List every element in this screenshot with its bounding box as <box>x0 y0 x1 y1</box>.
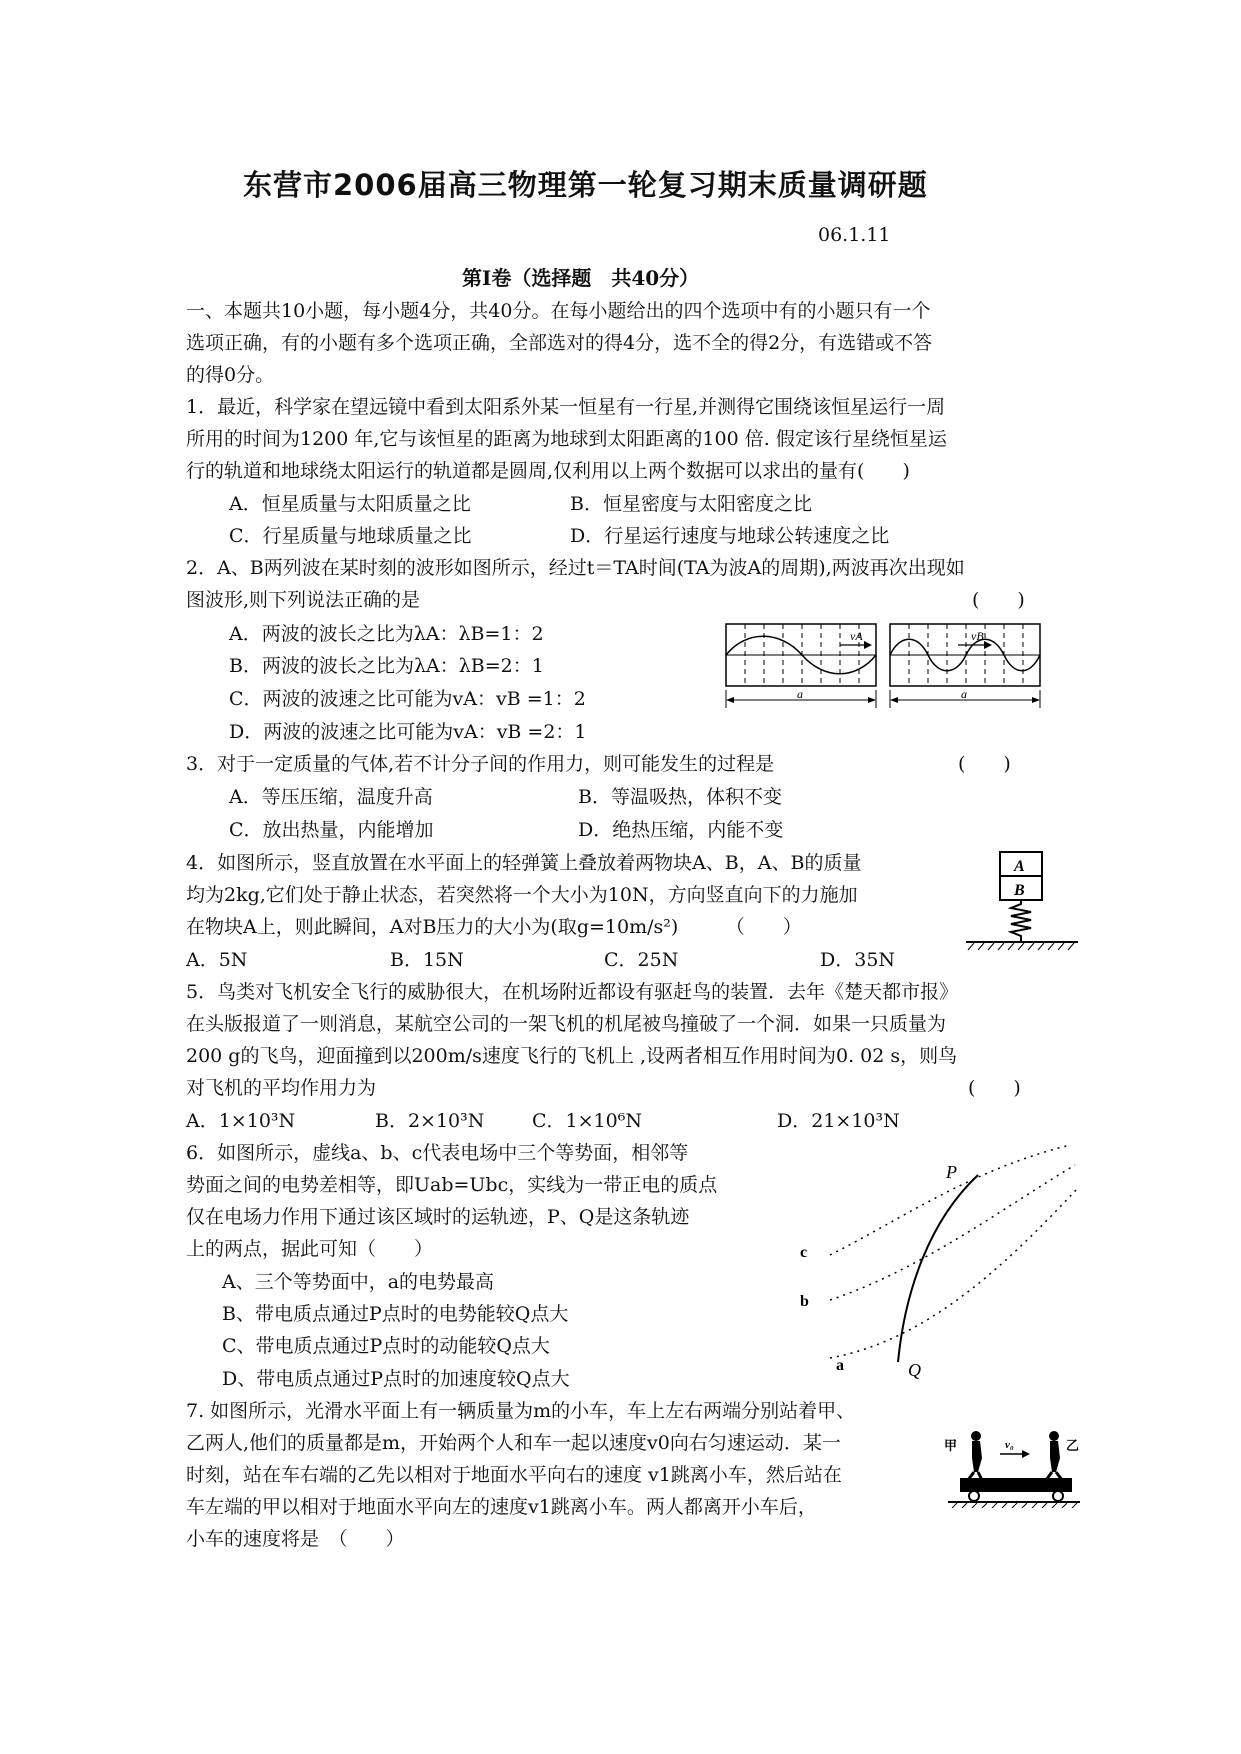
wave-diagram <box>724 622 1044 714</box>
person-jia-label: 甲 <box>944 1438 958 1453</box>
q5-option-d: D．21×10³N <box>777 1110 900 1132</box>
q5-stem: 对飞机的平均作用力为 <box>186 1077 377 1099</box>
velocity-v0-label: v₀ <box>1005 1439 1014 1451</box>
cart-people-diagram <box>944 1428 1082 1508</box>
q1-option-d: D．行星运行速度与地球公转速度之比 <box>570 525 890 547</box>
q4-option-a: A．5N <box>186 949 248 971</box>
block-b-label: B <box>1014 882 1025 899</box>
q1-stem: 所用的时间为1200 年,它与该恒星的距离为地球到太阳距离的100 倍. 假定该行星绕恒星运 <box>186 428 947 450</box>
q6-option-b: B、带电质点通过P点时的电势能较Q点大 <box>222 1303 569 1325</box>
q4-option-c: C．25N <box>604 949 679 971</box>
q3-option-a: A．等压压缩，温度升高 <box>229 786 433 808</box>
q2-option-d: D．两波的波速之比可能为vA：vB =2：1 <box>229 721 587 743</box>
q2-stem: 2．A、B两列波在某时刻的波形如图所示，经过t＝TA时间(TA为波A的周期),两波再次出现如 <box>186 557 965 579</box>
q6-stem: 势面之间的电势差相等，即Uab=Ubc，实线为一带正电的质点 <box>186 1174 718 1196</box>
q1-option-b: B．恒星密度与太阳密度之比 <box>570 493 812 515</box>
q2-answer-paren: ( ) <box>972 589 1025 611</box>
q6-stem: 6．如图所示，虚线a、b、c代表电场中三个等势面，相邻等 <box>186 1142 689 1164</box>
q5-stem: 5．鸟类对飞机安全飞行的威胁很大，在机场附近都设有驱赶鸟的装置．去年《楚天都市报》 <box>186 981 959 1003</box>
wave-a-velocity-label: vA <box>850 629 863 643</box>
instructions-line: 选项正确，有的小题有多个选项正确，全部选对的得4分，选不全的得2分，有选错或不答 <box>186 332 933 354</box>
instructions-line: 的得0分。 <box>186 364 275 386</box>
point-p-label: P <box>946 1162 957 1182</box>
q4-stem: 4．如图所示，竖直放置在水平面上的轻弹簧上叠放着两物块A、B，A、B的质量 <box>186 852 862 874</box>
q1-stem: 行的轨道和地球绕太阳运行的轨道都是圆周,仅利用以上两个数据可以求出的量有( ) <box>186 460 910 482</box>
surface-c-label: c <box>800 1244 808 1261</box>
q5-option-c: C．1×10⁶N <box>532 1110 642 1132</box>
spring-blocks-diagram <box>962 850 1082 954</box>
q2-stem: 图波形,则下列说法正确的是 <box>186 589 421 611</box>
q7-stem: 车左端的甲以相对于地面水平向左的速度v1跳离小车。两人都离开小车后， <box>186 1496 817 1518</box>
q1-option-a: A．恒星质量与太阳质量之比 <box>229 493 471 515</box>
wave-b-length-label: a <box>961 687 967 701</box>
q2-option-b: B．两波的波长之比为λA：λB=2：1 <box>229 655 544 677</box>
q3-option-c: C．放出热量，内能增加 <box>229 819 434 841</box>
wave-b-velocity-label: vB <box>971 629 984 643</box>
person-yi-label: 乙 <box>1066 1438 1080 1453</box>
section-heading: 第Ⅰ卷（选择题 共40分） <box>462 266 700 290</box>
q2-option-a: A．两波的波长之比为λA：λB=1：2 <box>229 623 544 645</box>
q4-option-d: D．35N <box>820 949 896 971</box>
q3-answer-paren: ( ) <box>958 753 1011 775</box>
q2-option-c: C．两波的波速之比可能为vA：vB =1：2 <box>229 688 586 710</box>
surface-a-label: a <box>836 1357 844 1374</box>
instructions-line: 一、本题共10小题，每小题4分，共40分。在每小题给出的四个选项中有的小题只有一个 <box>186 300 931 322</box>
q6-option-d: D、带电质点通过P点时的加速度较Q点大 <box>222 1368 570 1390</box>
q4-stem: 在物块A上，则此瞬间，A对B压力的大小为(取g=10m/s²) （ ） <box>186 916 802 938</box>
wave-a-length-label: a <box>797 687 803 701</box>
q1-stem: 1．最近，科学家在望远镜中看到太阳系外某一恒星有一行星,并测得它围绕该恒星运行一周 <box>186 396 946 418</box>
page-title: 东营市2006届高三物理第一轮复习期末质量调研题 <box>243 168 928 202</box>
exam-date: 06.1.11 <box>818 224 891 246</box>
q3-option-b: B．等温吸热，体积不变 <box>578 786 782 808</box>
q5-answer-paren: ( ) <box>968 1077 1021 1099</box>
q6-option-c: C、带电质点通过P点时的动能较Q点大 <box>222 1335 550 1357</box>
q6-stem: 仅在电场力作用下通过该区域时的运轨迹，P、Q是这条轨迹 <box>186 1206 690 1228</box>
q3-stem: 3．对于一定质量的气体,若不计分子间的作用力，则可能发生的过程是 <box>186 753 775 775</box>
q7-stem: 时刻，站在车右端的乙先以相对于地面水平向右的速度 v1跳离小车，然后站在 <box>186 1464 842 1486</box>
surface-b-label: b <box>800 1293 809 1310</box>
q5-option-b: B．2×10³N <box>375 1110 485 1132</box>
q4-option-b: B．15N <box>390 949 464 971</box>
q5-stem: 200 g的飞鸟，迎面撞到以200m/s速度飞行的飞机上 ,设两者相互作用时间为0. 02 s，则鸟 <box>186 1045 958 1067</box>
equipotential-diagram <box>780 1140 1080 1380</box>
point-q-label: Q <box>908 1360 921 1380</box>
q5-option-a: A．1×10³N <box>186 1110 296 1132</box>
q1-option-c: C．行星质量与地球质量之比 <box>229 525 472 547</box>
q6-option-a: A、三个等势面中，a的电势最高 <box>222 1271 495 1293</box>
q5-stem: 在头版报道了一则消息，某航空公司的一架飞机的机尾被鸟撞破了一个洞．如果一只质量为 <box>186 1013 947 1035</box>
q6-stem: 上的两点，据此可知（ ） <box>186 1238 434 1260</box>
q4-stem: 均为2kg,它们处于静止状态，若突然将一个大小为10N，方向竖直向下的力施加 <box>186 884 858 906</box>
block-a-label: A <box>1014 858 1025 875</box>
q7-stem: 乙两人,他们的质量都是m，开始两个人和车一起以速度v0向右匀速运动．某一 <box>186 1432 841 1454</box>
q3-option-d: D．绝热压缩，内能不变 <box>578 819 784 841</box>
q7-stem: 7. 如图所示，光滑水平面上有一辆质量为m的小车，车上左右两端分别站着甲、 <box>186 1400 856 1422</box>
q7-stem: 小车的速度将是 （ ） <box>186 1528 405 1550</box>
